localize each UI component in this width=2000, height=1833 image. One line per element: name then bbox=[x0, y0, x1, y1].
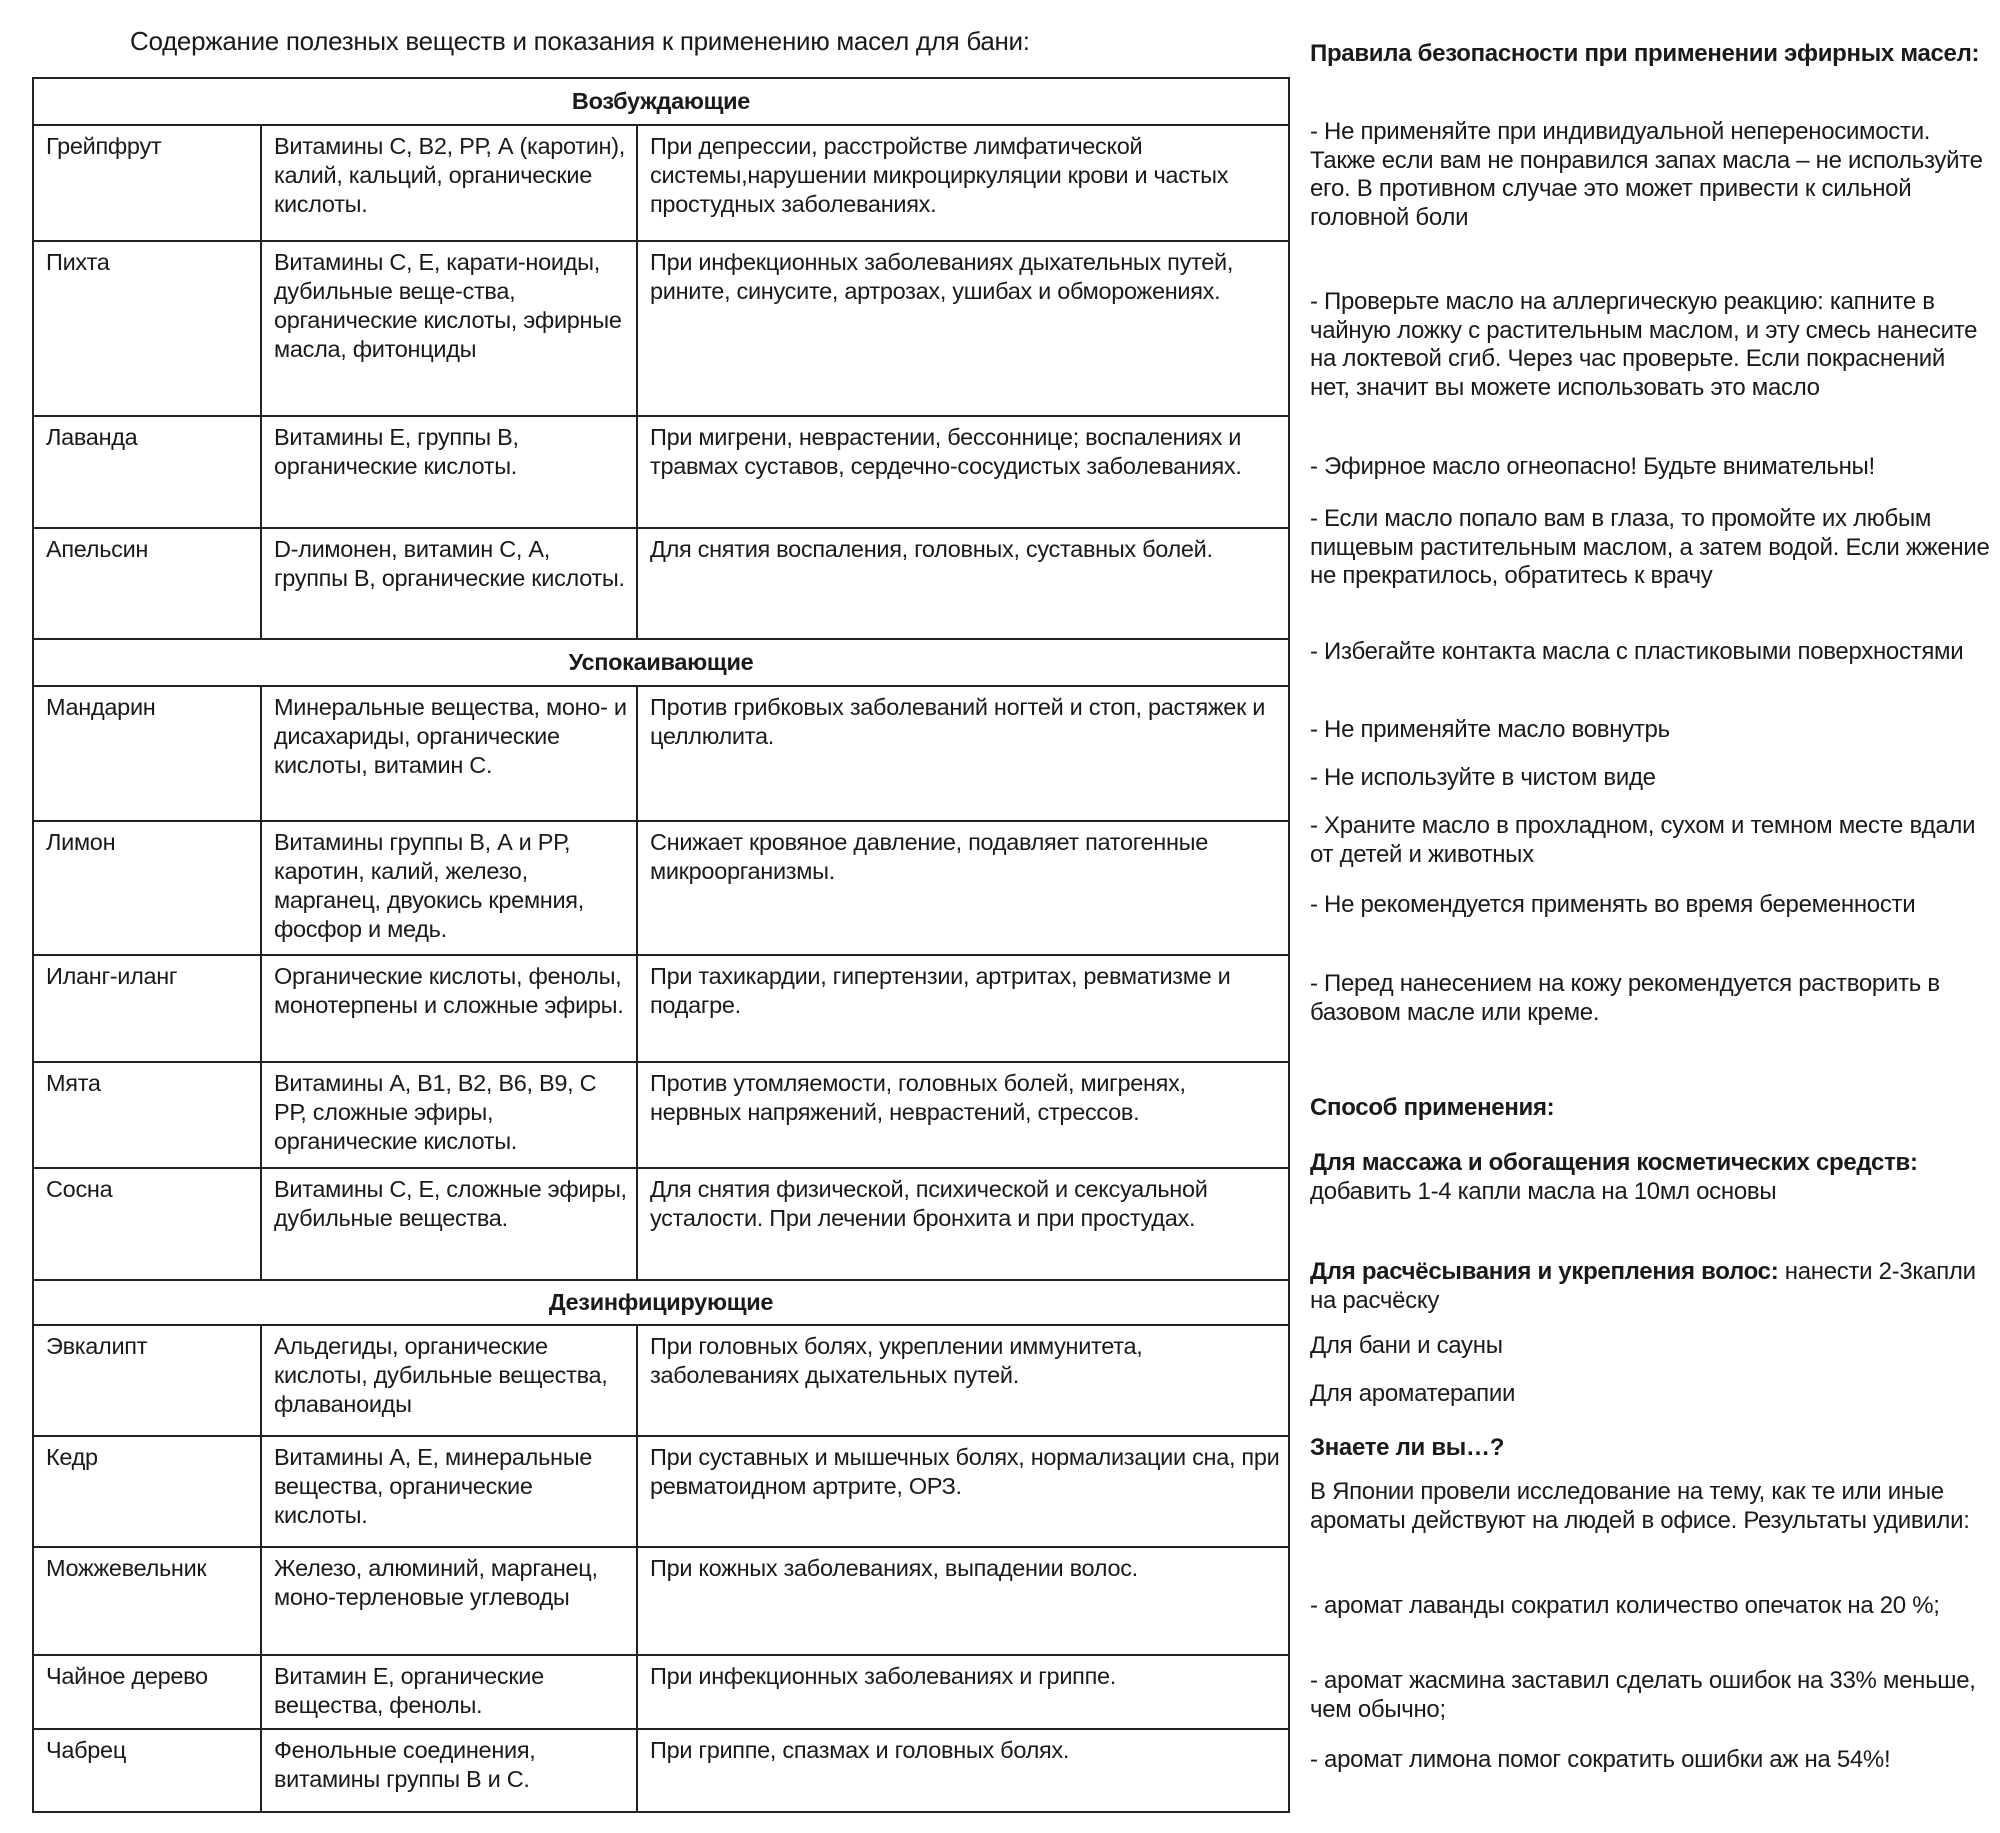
fact-item: - аромат жасмина заставил сделать ошибок на 33% меньше, чем обычно; bbox=[1310, 1667, 1976, 1723]
cell-oil: Кедр bbox=[33, 1436, 261, 1547]
table-row bbox=[33, 821, 1289, 955]
table-row bbox=[33, 1655, 1289, 1729]
safety-item: - Не применяйте при индивидуальной непереносимости. Также если вам не понравился запах масла – не используйте его. В противном случае это может привести к сильной головной боли bbox=[1310, 118, 1983, 231]
usage-hair-label: Для расчёсывания и укрепления волос: bbox=[1310, 1258, 1779, 1285]
cell-content: Минеральные вещества, моно- и дисахариды, органические кислоты, витамин С. bbox=[261, 686, 637, 821]
cell-indications: При тахикардии, гипертензии, артритах, ревматизме и подагре. bbox=[637, 955, 1289, 1062]
cell-indications: При головных болях, укреплении иммунитета, заболеваниях дыхательных путей. bbox=[637, 1325, 1289, 1436]
cell-indications: Для снятия физической, психической и сексуальной усталости. При лечении бронхита и при простудах. bbox=[637, 1168, 1289, 1280]
table-row bbox=[33, 1325, 1289, 1436]
cell-indications: При кожных заболеваниях, выпадении волос. bbox=[637, 1547, 1289, 1655]
cell-content: Витамин Е, органические вещества, фенолы. bbox=[261, 1655, 637, 1729]
cell-indications: При инфекционных заболеваниях дыхательных путей, рините, синусите, артрозах, ушибах и обморожениях. bbox=[637, 241, 1289, 416]
fact-item: - аромат лаванды сократил количество опечаток на 20 %; bbox=[1310, 1592, 1940, 1619]
table-row bbox=[33, 1436, 1289, 1547]
cell-indications: Для снятия воспаления, головных, суставных болей. bbox=[637, 528, 1289, 639]
cell-oil: Чабрец bbox=[33, 1729, 261, 1812]
cell-oil: Грейпфрут bbox=[33, 125, 261, 241]
table-row bbox=[33, 528, 1289, 639]
table-row bbox=[33, 686, 1289, 821]
safety-item: - Не рекомендуется применять во время беременности bbox=[1310, 891, 1916, 918]
facts-intro: В Японии провели исследование на тему, как те или иные ароматы действуют на людей в офисе. Результаты удивили: bbox=[1310, 1478, 1970, 1534]
cell-oil: Чайное дерево bbox=[33, 1655, 261, 1729]
cell-oil: Иланг-иланг bbox=[33, 955, 261, 1062]
cell-content: Витамины группы В, А и РР, каротин, калий, железо, марганец, двуокись кремния, фосфор и медь. bbox=[261, 821, 637, 955]
safety-heading: Правила безопасности при применении эфирных масел: bbox=[1310, 40, 1980, 67]
group-header-row bbox=[33, 78, 1289, 125]
cell-indications: При мигрени, неврастении, бессоннице; воспалениях и травмах суставов, сердечно-сосудистых заболеваниях. bbox=[637, 416, 1289, 528]
table-row bbox=[33, 1062, 1289, 1168]
group-name: Дезинфицирующие bbox=[33, 1280, 1289, 1325]
cell-indications: Против грибковых заболеваний ногтей и стоп, растяжек и целлюлита. bbox=[637, 686, 1289, 821]
cell-content: Витамины Е, группы В, органические кислоты. bbox=[261, 416, 637, 528]
cell-oil: Пихта bbox=[33, 241, 261, 416]
safety-item: - Перед нанесением на кожу рекомендуется растворить в базовом масле или креме. bbox=[1310, 970, 1940, 1026]
cell-oil: Мята bbox=[33, 1062, 261, 1168]
table-row bbox=[33, 1168, 1289, 1280]
cell-oil: Эвкалипт bbox=[33, 1325, 261, 1436]
usage-massage-text: добавить 1-4 капли масла на 10мл основы bbox=[1310, 1177, 1777, 1205]
oils-table bbox=[32, 77, 1290, 1813]
cell-content: Витамины А, В1, В2, В6, В9, С РР, сложные эфиры, органические кислоты. bbox=[261, 1062, 637, 1168]
safety-item: - Эфирное масло огнеопасно! Будьте внимательны! bbox=[1310, 453, 1875, 480]
cell-oil: Лимон bbox=[33, 821, 261, 955]
usage-hair bbox=[1310, 1258, 1990, 1315]
cell-content: Фенольные соединения, витамины группы В и С. bbox=[261, 1729, 637, 1812]
cell-oil: Можжевельник bbox=[33, 1547, 261, 1655]
usage-massage-label: Для массажа и обогащения косметических средств: bbox=[1310, 1149, 1918, 1176]
table-row bbox=[33, 1729, 1289, 1812]
cell-indications: При инфекционных заболеваниях и гриппе. bbox=[637, 1655, 1289, 1729]
usage-bath: Для бани и сауны bbox=[1310, 1332, 1503, 1359]
cell-content: Витамины А, Е, минеральные вещества, органические кислоты. bbox=[261, 1436, 637, 1547]
cell-content: Витамины С, Е, карати-ноиды, дубильные веще-ства, органические кислоты, эфирные масла, фитонциды bbox=[261, 241, 637, 416]
cell-indications: Против утомляемости, головных болей, мигренях, нервных напряжений, неврастений, стрессов. bbox=[637, 1062, 1289, 1168]
safety-item: - Проверьте масло на аллергическую реакцию: капните в чайную ложку с растительным маслом, и эту смесь нанесите на локтевой сгиб. Через час проверьте. Если покраснений нет, значит вы можете использовать это масло bbox=[1310, 288, 1978, 401]
cell-content: Витамины С, В2, РР, А (каротин), калий, кальций, органические кислоты. bbox=[261, 125, 637, 241]
cell-content: Альдегиды, органические кислоты, дубильные вещества, флаваноиды bbox=[261, 1325, 637, 1436]
group-name: Успокаивающие bbox=[33, 639, 1289, 686]
cell-content: Витамины С, Е, сложные эфиры, дубильные вещества. bbox=[261, 1168, 637, 1280]
group-header-row bbox=[33, 639, 1289, 686]
cell-indications: При суставных и мышечных болях, нормализации сна, при ревматоидном артрите, ОРЗ. bbox=[637, 1436, 1289, 1547]
safety-item: - Если масло попало вам в глаза, то промойте их любым пищевым растительным маслом, а затем водой. Если жжение не прекратилось, обратитесь к врачу bbox=[1310, 505, 1990, 589]
facts-heading: Знаете ли вы…? bbox=[1310, 1434, 1505, 1461]
usage-heading: Способ применения: bbox=[1310, 1094, 1555, 1121]
fact-item: - аромат лимона помог сократить ошибки аж на 54%! bbox=[1310, 1746, 1891, 1773]
cell-content: Железо, алюминий, марганец, моно-терленовые углеводы bbox=[261, 1547, 637, 1655]
cell-content: Органические кислоты, фенолы, монотерпены и сложные эфиры. bbox=[261, 955, 637, 1062]
safety-item: - Не используйте в чистом виде bbox=[1310, 764, 1656, 791]
cell-indications: Снижает кровяное давление, подавляет патогенные микроорганизмы. bbox=[637, 821, 1289, 955]
table-row bbox=[33, 1547, 1289, 1655]
safety-item: - Храните масло в прохладном, сухом и темном месте вдали от детей и животных bbox=[1310, 812, 1976, 868]
usage-massage bbox=[1310, 1149, 1990, 1206]
table-row bbox=[33, 241, 1289, 416]
table-row bbox=[33, 416, 1289, 528]
table-row bbox=[33, 125, 1289, 241]
cell-oil: Мандарин bbox=[33, 686, 261, 821]
group-name: Возбуждающие bbox=[33, 78, 1289, 125]
cell-oil: Сосна bbox=[33, 1168, 261, 1280]
cell-oil: Лаванда bbox=[33, 416, 261, 528]
table-row bbox=[33, 955, 1289, 1062]
cell-indications: При гриппе, спазмах и головных болях. bbox=[637, 1729, 1289, 1812]
safety-item: - Избегайте контакта масла с пластиковыми поверхностями bbox=[1310, 638, 1964, 665]
cell-indications: При депрессии, расстройстве лимфатической системы,нарушении микроциркуляции крови и частых простудных заболеваниях. bbox=[637, 125, 1289, 241]
cell-oil: Апельсин bbox=[33, 528, 261, 639]
usage-hair-text: нанести 2-3капли на расчёску bbox=[1310, 1258, 1976, 1314]
page-title: Содержание полезных веществ и показания к применению масел для бани: bbox=[130, 26, 1030, 56]
cell-content: D-лимонен, витамин С, А, группы В, органические кислоты. bbox=[261, 528, 637, 639]
usage-aroma: Для ароматерапии bbox=[1310, 1380, 1516, 1407]
safety-item: - Не применяйте масло вовнутрь bbox=[1310, 716, 1670, 743]
group-header-row bbox=[33, 1280, 1289, 1325]
